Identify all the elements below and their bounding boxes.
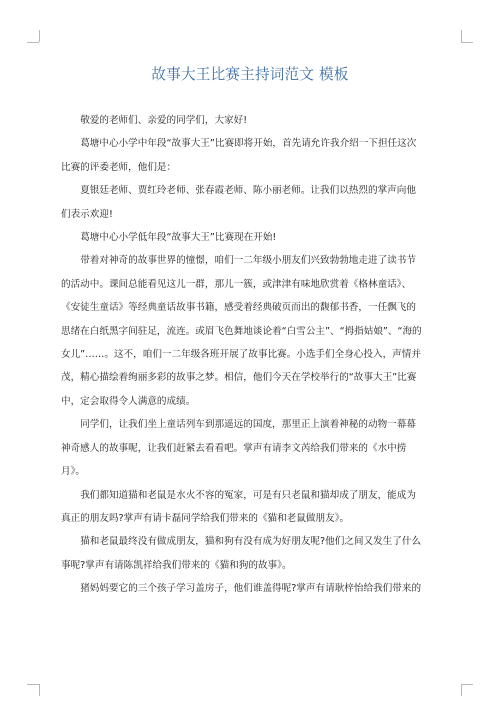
paragraph-judges-list [61,179,446,226]
paragraph-line: 我们都知道猫和老鼠是水火不容的冤家，可是有只老鼠和猫却成了朋友，能成为 [80,489,416,501]
crop-mark-bottom-left-horizontal [27,684,39,685]
paragraph-cat-and-mouse [61,484,446,531]
paragraph-line: 敬爱的老师们、亲爱的同学们，大家好! [80,115,248,126]
paragraph-line: 夏银廷老师、贾红玲老师、张春霞老师、陈小丽老师。让我们以热烈的掌声向他 [80,185,416,197]
paragraph-judges-intro [61,132,446,179]
paragraph-line: 同学们，让我们坐上童话列车到那遥远的国度，那里正上演着神秘的动物一幕幕 [80,419,416,431]
paragraph-pig-mother [61,577,446,600]
crop-mark-top-left-horizontal [27,42,39,43]
paragraph-line: 中，定会取得令人满意的成绩。 [61,395,196,407]
crop-mark-bottom-left-vertical [39,684,40,696]
paragraph-line: 《安徒生童话》等经典童话故事书籍，感受着经典破页而出的馥郁书香，一任飘飞的 [61,302,416,314]
paragraph-line: 比赛的评委老师，他们是： [61,161,177,173]
crop-mark-bottom-right-vertical [461,684,462,696]
paragraph-line: 猪妈妈要它的三个孩子学习盖房子，他们谁盖得呢?掌声有请耿梓怡给我们带来的 [80,583,422,595]
paragraph-line: 带着对神奇的故事世界的憧憬，咱们一二年级小朋友们兴致勃勃地走进了读书节 [80,255,416,267]
crop-mark-top-right-horizontal [461,42,473,43]
paragraph-cat-and-dog [61,530,446,577]
crop-mark-bottom-right-horizontal [461,684,473,685]
paragraph-line: 月》。 [61,466,85,478]
paragraph-line: 茂，精心描绘着绚丽多彩的故事之梦。相信，他们今天在学校举行的“故事大王”比赛 [61,372,417,384]
paragraph-line: 真正的朋友吗?掌声有请卡磊同学给我们带来的《猫和老鼠做朋友》。 [61,512,350,524]
paragraph-line: 事呢?掌声有请陈凯祥给我们带来的《猫和狗的故事》。 [61,559,292,571]
paragraph-start-announcement [61,226,446,249]
document-title: 故事大王比赛主持词范文 模板 [151,66,349,83]
paragraph-line: 葛塘中心小学中年段“故事大王”比赛即将开始，首先请允许我介绍一下担任这次 [80,138,417,150]
paragraph-reading-festival [61,249,446,413]
paragraph-line: 思绪在白纸黑字间驻足，流连。或眉飞色舞地谈论着“白雪公主”、“拇指姑娘”、“海的 [61,325,422,337]
document-body [61,109,446,601]
paragraph-line: 的活动中。课间总能看见这儿一群，那儿一簇，或津津有味地欣赏着《格林童话》、 [61,278,412,290]
paragraph-line: 们表示欢迎! [61,208,113,220]
paragraph-line: 女儿”……。这不，咱们一二年级各班开展了故事比赛。小选手们全身心投入，声情并 [61,349,421,361]
crop-mark-top-right-vertical [461,30,462,42]
paragraph-story-train [61,413,446,483]
paragraph-line: 葛塘中心小学低年段“故事大王”比赛现在开始! [80,232,277,244]
paragraph-greeting [61,109,446,132]
paragraph-line: 猫和老鼠最终没有做成朋友，猫和狗有没有成为好朋友呢?他们之间又发生了什么 [80,536,422,548]
paragraph-line: 神奇感人的故事呢，让我们赶紧去看看吧。掌声有请李文芮给我们带来的《水中捞 [61,442,407,454]
crop-mark-top-left-vertical [39,30,40,42]
